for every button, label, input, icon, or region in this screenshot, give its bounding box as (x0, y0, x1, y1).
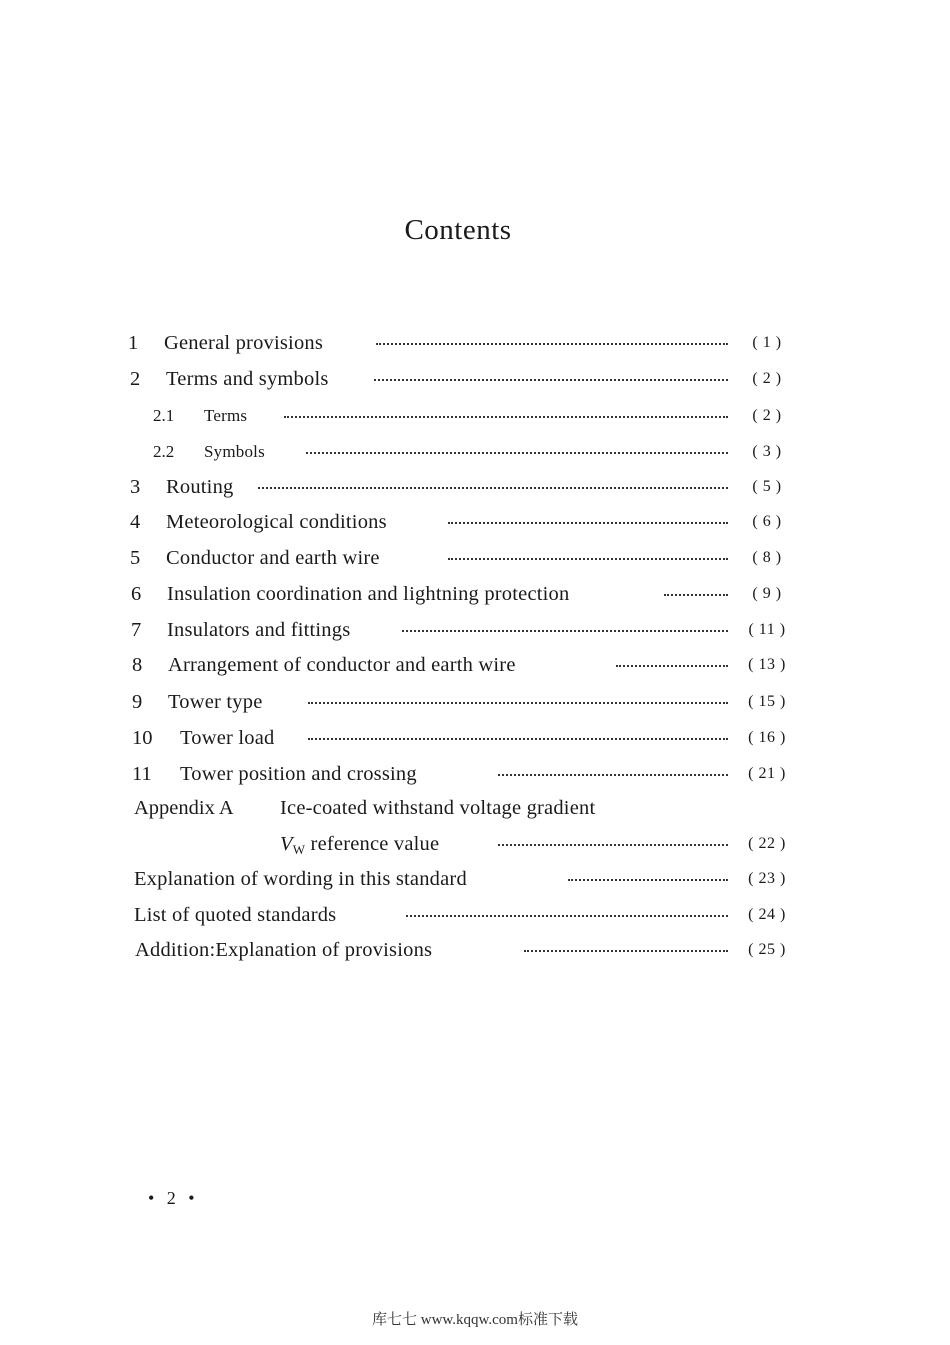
toc-entry-page: ( 16 ) (741, 723, 793, 753)
toc-entry-page: ( 6 ) (741, 507, 793, 537)
dot-leader (258, 487, 728, 489)
toc-entry-title: Explanation of wording in this standard (134, 868, 467, 890)
dot-leader (616, 665, 728, 667)
appendix-label: Appendix A (134, 797, 234, 819)
toc-entry[interactable] (0, 328, 950, 358)
toc-entry-page: ( 5 ) (741, 472, 793, 502)
toc-entry-page: ( 21 ) (741, 759, 793, 789)
toc-entry-page: ( 9 ) (741, 579, 793, 609)
toc-entry-number: 11 (132, 763, 152, 785)
toc-entry[interactable] (0, 650, 950, 680)
toc-entry-number: 7 (131, 619, 142, 641)
toc-entry-title: List of quoted standards (134, 904, 337, 926)
toc-entry-page: ( 2 ) (741, 364, 793, 394)
footer-watermark-text: 库七七 www.kqqw.com标准下载 (372, 1312, 578, 1328)
dot-leader (498, 774, 728, 776)
page-number: • 2 • (148, 1188, 199, 1208)
toc-entry[interactable] (0, 472, 950, 502)
dot-leader (402, 630, 728, 632)
toc-entry[interactable] (0, 864, 950, 894)
dot-leader (448, 558, 728, 560)
toc-entry-page: ( 25 ) (741, 935, 793, 965)
toc-entry-page: ( 2 ) (741, 401, 793, 431)
toc-entry-title: Conductor and earth wire (166, 547, 380, 569)
toc-entry-number: 2.2 (153, 442, 175, 461)
toc-entry-title: Routing (166, 476, 234, 498)
dot-leader (498, 844, 728, 846)
toc-entry-number: 1 (128, 332, 139, 354)
toc-entry-number: 3 (130, 476, 141, 498)
toc-entry-title: Meteorological conditions (166, 511, 387, 533)
toc-subentry[interactable] (0, 437, 950, 467)
symbol-v: V (280, 833, 293, 855)
dot-leader (524, 950, 728, 952)
toc-entry[interactable] (0, 900, 950, 930)
toc-entry-number: 8 (132, 654, 143, 676)
toc-entry-title: Terms (204, 406, 248, 425)
appendix-title-rest: reference value (310, 833, 440, 855)
toc-entry-title: Tower load (180, 727, 275, 749)
toc-entry-title: Symbols (204, 442, 265, 461)
toc-entry-title: Addition:Explanation of provisions (135, 939, 433, 961)
toc-entry-number: 4 (130, 511, 141, 533)
toc-entry[interactable] (0, 543, 950, 573)
dot-leader (376, 343, 728, 345)
toc-entry-page: ( 15 ) (741, 687, 793, 717)
toc-entry-number: 2.1 (153, 406, 175, 425)
toc-entry-page: ( 11 ) (741, 615, 793, 645)
dot-leader (664, 594, 728, 596)
dot-leader (306, 452, 728, 454)
toc-entry-number: 5 (130, 547, 141, 569)
toc-entry-title: General provisions (164, 332, 324, 354)
toc-entry[interactable] (0, 759, 950, 789)
toc-entry-title: Insulation coordination and lightning protection (167, 583, 570, 605)
toc-entry-number: 2 (130, 368, 141, 390)
toc-entry-page: ( 8 ) (741, 543, 793, 573)
dot-leader (308, 702, 728, 704)
dot-leader (448, 522, 728, 524)
toc-entry-number: 10 (132, 727, 153, 749)
toc-entry-page: ( 3 ) (741, 437, 793, 467)
appendix-title-continued (280, 829, 439, 861)
dot-leader (406, 915, 728, 917)
toc-entry-number: 9 (132, 691, 143, 713)
toc-appendix-line-1[interactable] (0, 793, 950, 823)
toc-entry[interactable] (0, 507, 950, 537)
toc-entry-title: Tower type (168, 691, 263, 713)
toc-entry-page: ( 1 ) (741, 328, 793, 358)
toc-subentry[interactable] (0, 401, 950, 431)
toc-entry-title: Terms and symbols (166, 368, 329, 390)
dot-leader (374, 379, 728, 381)
toc-entry-page: ( 13 ) (741, 650, 793, 680)
toc-entry-page: ( 24 ) (741, 900, 793, 930)
toc-entry-title: Arrangement of conductor and earth wire (168, 654, 516, 676)
toc-entry[interactable] (0, 723, 950, 753)
dot-leader (568, 879, 728, 881)
toc-appendix-line-2[interactable] (0, 829, 950, 859)
dot-leader (308, 738, 728, 740)
toc-entry-title: Insulators and fittings (167, 619, 351, 641)
toc-entry[interactable] (0, 579, 950, 609)
dot-leader (284, 416, 728, 418)
page-title: Contents (404, 214, 512, 246)
toc-entry-title: Tower position and crossing (180, 763, 417, 785)
toc-entry[interactable] (0, 687, 950, 717)
appendix-title: Ice-coated withstand voltage gradient (280, 797, 596, 819)
toc-entry[interactable] (0, 615, 950, 645)
toc-entry[interactable] (0, 935, 950, 965)
symbol-subscript-w: W (292, 842, 306, 857)
toc-entry-number: 6 (131, 583, 142, 605)
toc-entry-page: ( 22 ) (741, 829, 793, 859)
toc-entry[interactable] (0, 364, 950, 394)
toc-entry-page: ( 23 ) (741, 864, 793, 894)
